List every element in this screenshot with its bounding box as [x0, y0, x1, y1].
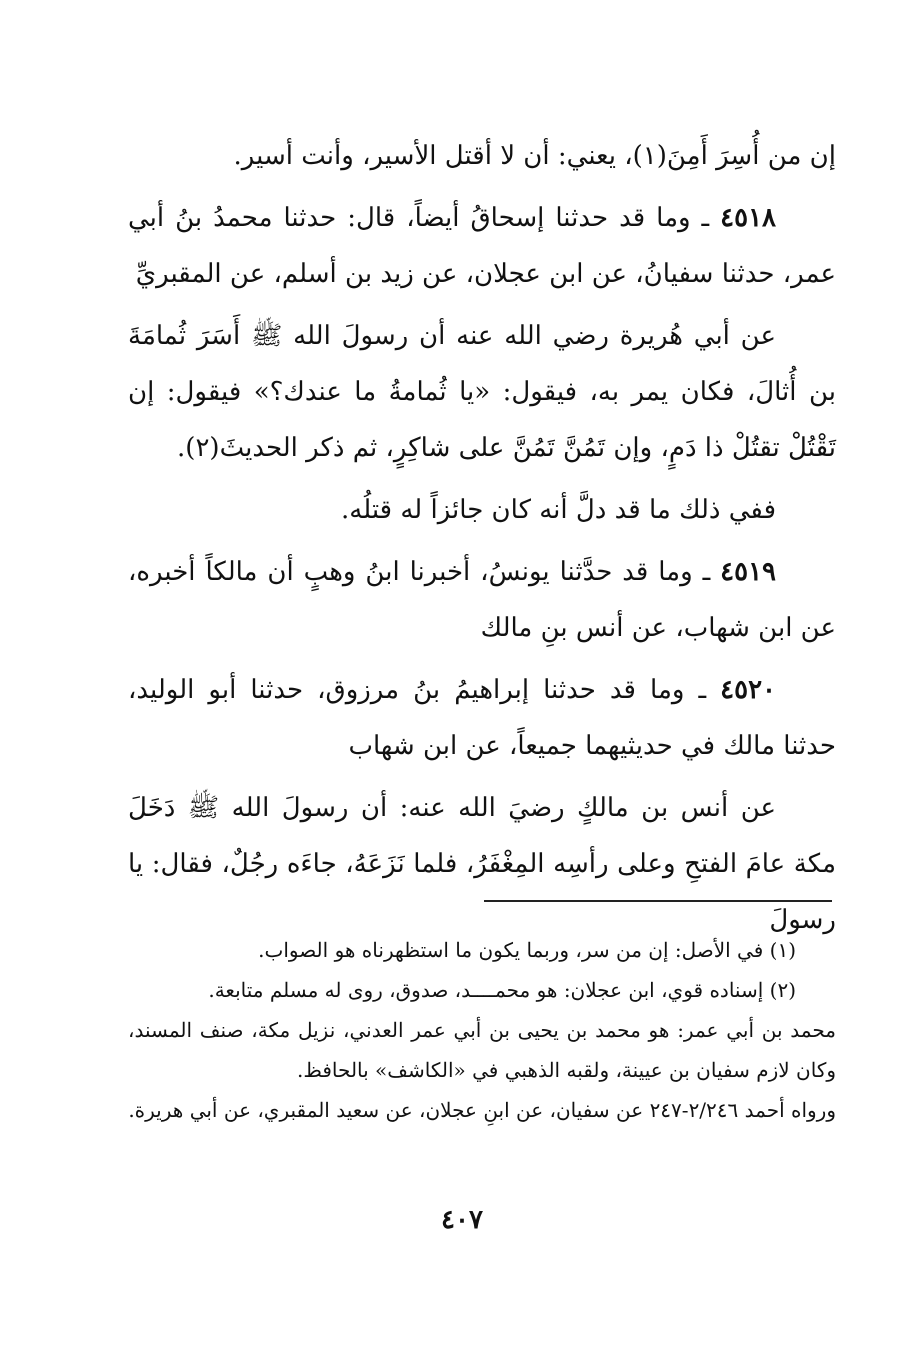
footnote-2-continuation: محمد بن أبي عمر: هو محمد بن يحيى بن أبي عمر العدني، نزيل مكة، صنف المسند، وكان لازم سفيان بن عيينة، ولقبه الذهبي في «الكاشف» بالحافظ.: [128, 1018, 836, 1082]
footnote-1: (١) في الأصل: إن من سر، وربما يكون ما استظهرناه هو الصواب.: [258, 938, 796, 962]
hadith-text: ـ وما قد حدثنا إسحاقُ أيضاً، قال: حدثنا محمدُ بنُ أبي عمر، حدثنا سفيانُ، عن ابن عجلان، عن زيد بن أسلم، عن المقبريِّ: [128, 203, 836, 289]
commentary-paragraph: ففي ذلك ما قد دلَّ أنه كان جائزاً له قتلُه.: [341, 495, 776, 525]
main-text: [128, 128, 836, 954]
hadith-number: ٤٥١٩: [720, 557, 776, 587]
page-number: ٤٠٧: [441, 1205, 483, 1235]
hadith-4519: [128, 544, 836, 656]
footnote-2: (٢) إسناده قوي، ابن عجلان: هو محمــــد، صدوق، روى له مسلم متابعة.: [208, 978, 796, 1002]
hadith-text: ـ وما قد حدثنا إبراهيمُ بنُ مرزوق، حدثنا أبو الوليد، حدثنا مالك في حديثيهما جميعاً، عن ابن شهاب: [128, 675, 836, 761]
footnote-2-continuation: ورواه أحمد ٢/٢٤٦-٢٤٧ عن سفيان، عن ابنِ عجلان، عن سعيد المقبري، عن أبي هريرة.: [128, 1098, 836, 1122]
footnotes: [128, 930, 836, 1130]
footnote-divider: [484, 900, 832, 902]
hadith-text: ـ وما قد حدَّثنا يونسُ، أخبرنا ابنُ وهبٍ أن مالكاً أخبره، عن ابن شهاب، عن أنس بنِ مالك: [128, 557, 836, 643]
hadith-number: ٤٥١٨: [720, 203, 777, 233]
hadith-body-paragraph: عن أنس بن مالكٍ رضيَ الله عنه: أن رسولَ الله ﷺ دَخَلَ مكة عامَ الفتحِ وعلى رأسِه المِغْفَرُ، فلما نَزَعَهُ، جاءَه رجُلٌ، فقال: يا رسولَ: [128, 793, 836, 935]
hadith-body-paragraph: عن أبي هُريرة رضي الله عنه أن رسولَ الله ﷺ أَسَرَ ثُمامَةَ بن أُثالَ، فكان يمر به، فيقول: «يا ثُمامةُ ما عندك؟» فيقول: إن تَقْتُلْ تقتُلْ ذا دَمٍ، وإن تَمُنَّ تَمُنَّ على شاكِرٍ، ثم ذكر الحديثَ(٢).: [128, 321, 836, 463]
hadith-4520: [128, 662, 836, 774]
hadith-number: ٤٥٢٠: [720, 675, 776, 705]
paragraph-continuation: إن من أُسِرَ أَمِنَ(١)، يعني: أن لا أقتل الأسير، وأنت أسير.: [233, 141, 836, 171]
hadith-4518: [128, 190, 836, 302]
